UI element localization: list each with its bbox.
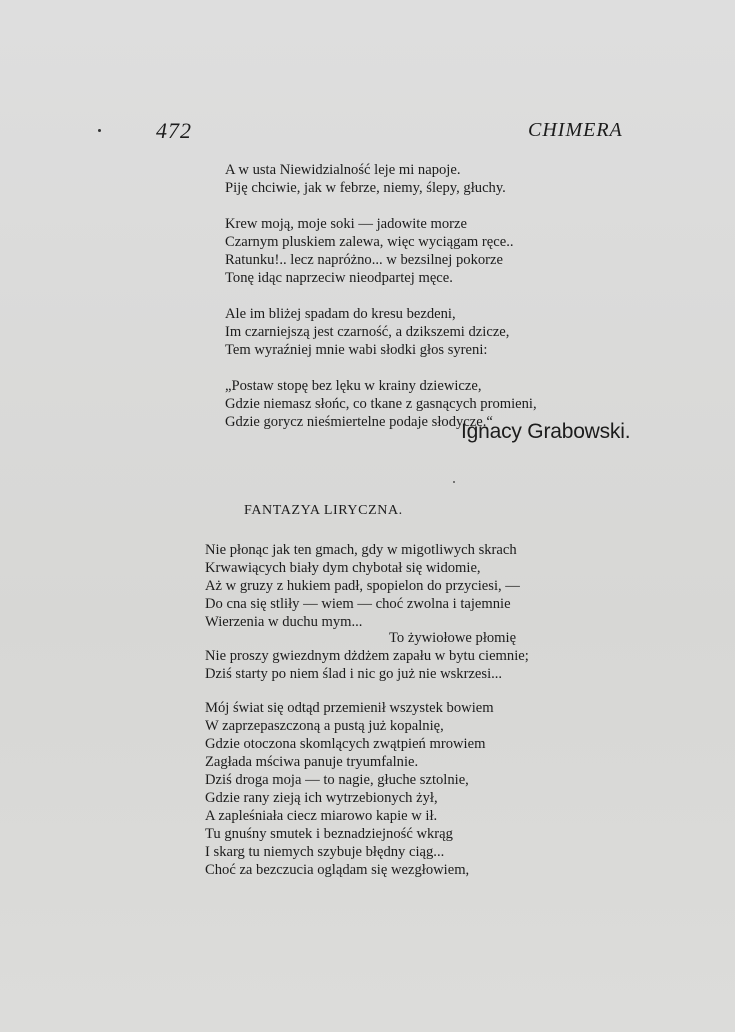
- poem-line: Tu gnuśny smutek i beznadziejność wkrąg: [205, 826, 453, 842]
- poem-line: A w usta Niewidzialność leje mi napoje.: [225, 162, 461, 178]
- page-number: 472: [156, 118, 192, 143]
- poem-line: Ale im bliżej spadam do kresu bezdeni,: [225, 306, 456, 322]
- running-head: CHIMERA: [528, 119, 623, 141]
- poem-line: Do cna się stliły — wiem — choć zwolna i tajemnie: [205, 596, 511, 612]
- poem-line: Gdzie gorycz nieśmiertelne podaje słodycze.“: [225, 414, 493, 430]
- poem-line: Gdzie otoczona skomlących zwątpień mrowiem: [205, 736, 486, 752]
- poem-line: Ratunku!.. lecz napróżno... w bezsilnej pokorze: [225, 252, 503, 268]
- poem-line: Krew moją, moje soki — jadowite morze: [225, 216, 467, 232]
- poem-line: Krwawiących biały dym chybotał się widomie,: [205, 560, 481, 576]
- poem-line: Tonę idąc naprzeciw nieodpartej męce.: [225, 270, 453, 286]
- poem-line: Gdzie rany zieją ich wytrzebionych żył,: [205, 790, 438, 806]
- poem-line: Nie płonąc jak ten gmach, gdy w migotliwych skrach: [205, 542, 517, 558]
- poem-line: Nie proszy gwiezdnym dżdżem zapału w bytu ciemnie;: [205, 648, 529, 664]
- poem-line: Piję chciwie, jak w febrze, niemy, ślepy, głuchy.: [225, 180, 506, 196]
- poem-line: A zapleśniała ciecz miarowo kapie w ił.: [205, 808, 438, 824]
- poem-line: To żywiołowe płomię: [389, 630, 517, 646]
- poem-line: Choć za bezczucia oglądam się wezgłowiem,: [205, 862, 470, 878]
- poem-line: Mój świat się odtąd przemienił wszystek bowiem: [205, 700, 494, 716]
- poem-line: I skarg tu niemych szybuje błędny ciąg...: [205, 844, 445, 860]
- poem-line: Zagłada mściwa panuje tryumfalnie.: [205, 754, 419, 770]
- poem-title: FANTAZYA LIRYCZNA.: [244, 503, 403, 518]
- poem-line: Dziś starty po niem ślad i nic go już nie wskrzesi...: [205, 666, 503, 682]
- margin-dot: [98, 129, 101, 132]
- poem-line: Dziś droga moja — to nagie, głuche sztolnie,: [205, 772, 469, 788]
- poem-line: Gdzie niemasz słońc, co tkane z gasnących promieni,: [225, 396, 537, 412]
- poem-line: W zaprzepaszczoną a pustą już kopalnię,: [205, 718, 444, 734]
- poem-line: Tem wyraźniej mnie wabi słodki głos syreni:: [225, 342, 488, 358]
- poem-line: „Postaw stopę bez lęku w krainy dziewicze,: [225, 378, 482, 394]
- poem-line: Aż w gruzy z hukiem padł, spopielon do przyciesi, —: [205, 578, 520, 594]
- poem-line: Czarnym pluskiem zalewa, więc wyciągam ręce..: [225, 234, 514, 250]
- author-signature: Ignacy Grabowski.: [461, 420, 631, 443]
- poem-line: Wierzenia w duchu mym...: [205, 614, 363, 630]
- poem-line: Im czarniejszą jest czarność, a dzikszemi dzicze,: [225, 324, 510, 340]
- separator-dot: [453, 481, 455, 483]
